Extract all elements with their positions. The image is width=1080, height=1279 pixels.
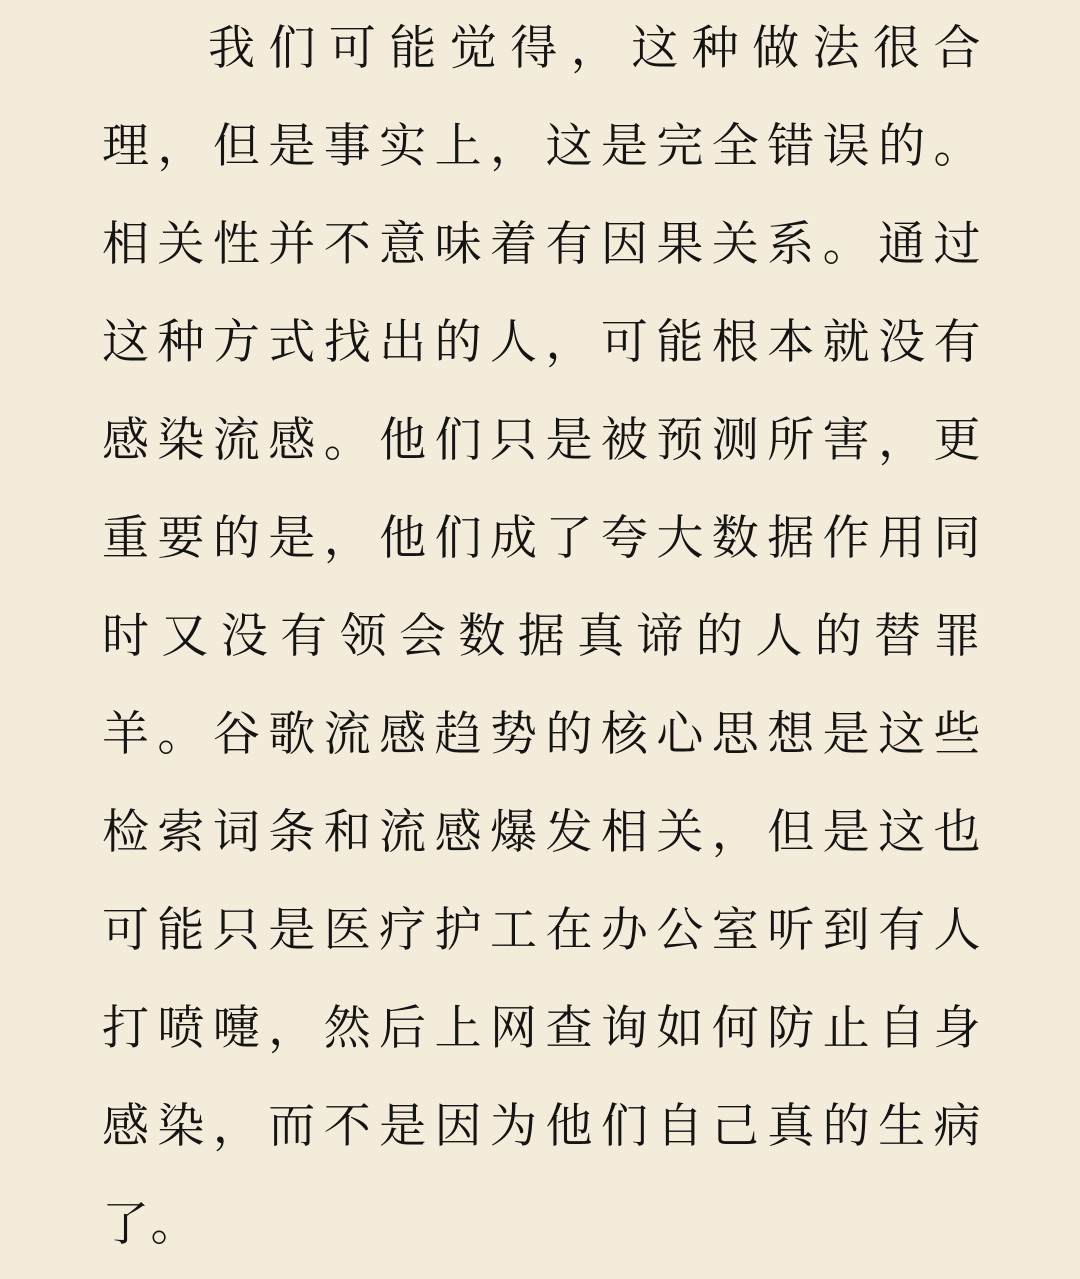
text-line: 理，但是事实上，这是完全错误的。	[102, 119, 982, 174]
text-line: 打喷嚏，然后上网查询如何防止自身	[102, 1001, 982, 1056]
text-line: 时又没有领会数据真谛的人的替罪	[102, 609, 982, 664]
text-line: 相关性并不意味着有因果关系。通过	[102, 217, 982, 272]
text-line: 这种方式找出的人，可能根本就没有	[102, 315, 982, 370]
text-line: 我们可能觉得，这种做法很合	[208, 21, 982, 76]
text-line: 感染流感。他们只是被预测所害，更	[102, 413, 982, 468]
text-line: 感染，而不是因为他们自己真的生病	[102, 1099, 982, 1154]
text-line: 检索词条和流感爆发相关，但是这也	[102, 805, 982, 860]
text-line: 可能只是医疗护工在办公室听到有人	[102, 903, 982, 958]
text-line: 重要的是，他们成了夸大数据作用同	[102, 511, 982, 566]
text-line: 了。	[102, 1197, 199, 1252]
text-line: 羊。谷歌流感趋势的核心思想是这些	[102, 707, 982, 762]
article-body	[102, 0, 982, 1274]
